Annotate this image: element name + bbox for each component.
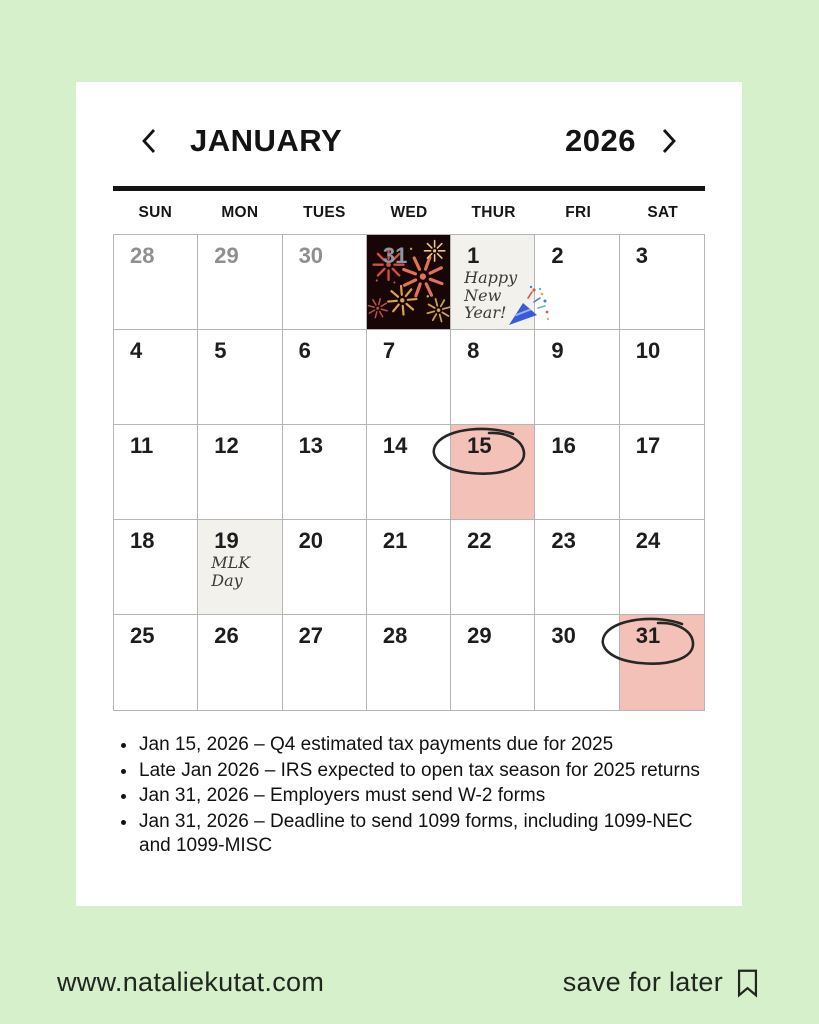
day-number: 5 [214,338,227,363]
day-number: 25 [130,623,155,648]
day-number: 21 [382,528,408,553]
calendar-day-cell[interactable] [198,330,282,425]
calendar-day-cell[interactable] [535,520,619,615]
weekday-label-thur: THUR [471,203,516,221]
month-title: JANUARY [190,123,343,158]
note-item: • Jan 31, 2026 – Employers must send W-2 forms [138,784,702,809]
day-number: 12 [214,433,239,458]
day-note: MLK Day [211,553,251,590]
calendar-day-cell[interactable] [451,330,535,425]
day-number: 28 [130,243,155,268]
day-number: 11 [130,433,154,458]
day-number: 7 [382,338,396,363]
calendar-day-cell[interactable] [451,615,535,710]
calendar-grid [113,234,705,711]
calendar-day-cell[interactable] [367,235,451,330]
day-number: 17 [635,433,661,458]
day-number: 31 [382,243,408,268]
save-for-later-label: save for later [562,967,723,997]
day-number: 2 [551,243,564,268]
calendar-day-cell[interactable] [198,425,282,520]
calendar-day-cell[interactable] [451,520,535,615]
day-number: 6 [298,338,311,363]
next-month-button[interactable] [658,126,680,156]
calendar-day-cell[interactable] [620,425,704,520]
day-number: 15 [467,433,492,458]
calendar-day-cell[interactable] [451,425,535,520]
weekday-row [113,191,705,234]
day-number: 4 [130,338,143,363]
calendar-day-cell[interactable] [114,520,198,615]
day-number: 27 [298,623,324,648]
footer [57,967,759,998]
day-number: 30 [298,243,324,268]
day-number: 24 [635,528,661,553]
day-number: 28 [382,623,408,648]
note-item: • Jan 31, 2026 – Deadline to send 1099 forms, including 1099-NEC and 1099-MISC [138,810,702,859]
weekday-label-tues: TUES [303,203,346,221]
day-number: 22 [467,528,492,553]
chevron-right-icon [661,127,677,155]
day-number: 9 [551,338,564,363]
calendar-day-cell[interactable] [283,330,367,425]
calendar-day-cell[interactable] [283,520,367,615]
calendar-day-cell[interactable] [114,330,198,425]
day-number: 16 [551,433,576,458]
calendar-day-cell[interactable] [114,615,198,710]
note-item: • Late Jan 2026 – IRS expected to open tax season for 2025 returns [138,759,702,784]
day-number: 19 [214,528,239,553]
day-number: 10 [635,338,661,363]
calendar-day-cell[interactable] [451,235,535,330]
note-item: • Jan 15, 2026 – Q4 estimated tax payments due for 2025 [138,733,702,758]
day-number: 29 [467,623,492,648]
calendar-day-cell[interactable] [198,615,282,710]
weekday-label-sat: SAT [647,203,679,221]
day-number: 30 [551,623,576,648]
calendar-day-cell[interactable] [114,235,198,330]
year-title: 2026 [565,123,636,158]
bookmark-icon [736,968,759,998]
calendar-day-cell[interactable] [620,330,704,425]
day-number: 23 [551,528,576,553]
calendar-day-cell[interactable] [367,520,451,615]
day-number: 31 [635,623,661,648]
calendar-day-cell[interactable] [114,425,198,520]
day-number: 14 [382,433,408,458]
weekday-label-mon: MON [221,203,259,221]
day-number: 29 [214,243,239,268]
calendar-day-cell[interactable] [620,615,704,710]
calendar-day-cell[interactable] [535,330,619,425]
calendar-day-cell[interactable] [535,425,619,520]
day-number: 8 [467,338,480,363]
weekday-label-fri: FRI [565,203,592,221]
calendar-day-cell[interactable] [283,235,367,330]
calendar-day-cell[interactable] [198,520,282,615]
day-number: 13 [298,433,324,458]
calendar-card [76,82,742,906]
calendar-day-cell[interactable] [620,235,704,330]
prev-month-button[interactable] [138,126,160,156]
day-number: 26 [214,623,239,648]
weekday-label-wed: WED [390,203,428,221]
calendar-day-cell[interactable] [620,520,704,615]
calendar-day-cell[interactable] [535,235,619,330]
day-note: Happy New Year! [464,268,518,323]
day-number: 18 [130,528,155,553]
chevron-left-icon [141,127,157,155]
day-number: 20 [298,528,324,553]
calendar-day-cell[interactable] [283,425,367,520]
calendar-header [138,118,680,164]
day-number: 3 [635,243,648,268]
calendar-day-cell[interactable] [367,330,451,425]
calendar-day-cell[interactable] [367,425,451,520]
day-number: 1 [467,243,480,268]
calendar-day-cell[interactable] [535,615,619,710]
calendar-day-cell[interactable] [198,235,282,330]
notes-list [138,733,702,859]
weekday-label-sun: SUN [138,203,173,221]
website-link[interactable]: www.nataliekutat.com [57,967,325,997]
calendar-day-cell[interactable] [283,615,367,710]
calendar-day-cell[interactable] [367,615,451,710]
save-for-later-button[interactable] [563,967,759,998]
